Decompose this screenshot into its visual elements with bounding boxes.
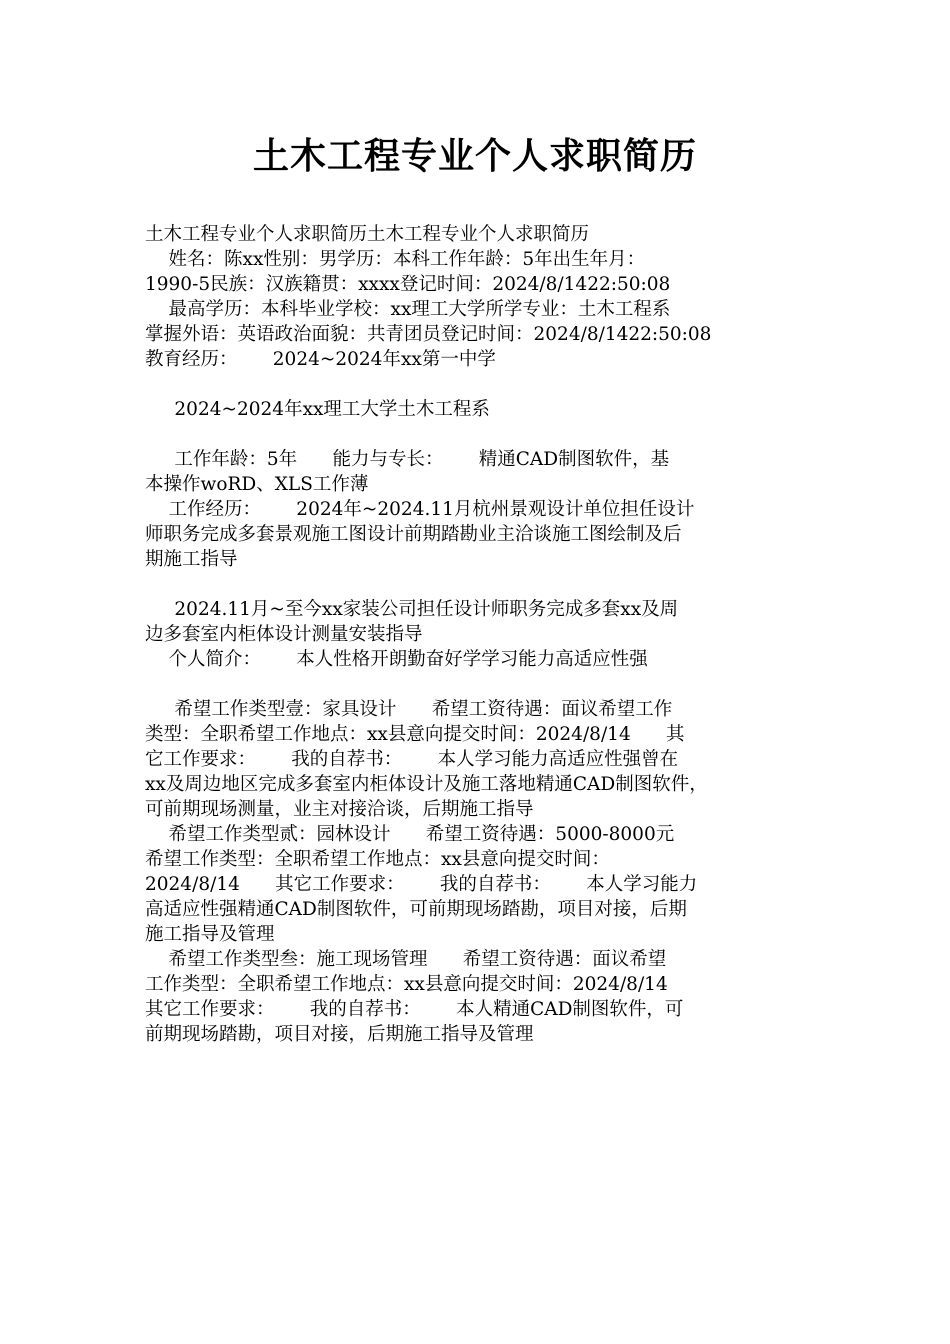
blank-line bbox=[145, 422, 810, 447]
text-line: 希望工作类型：全职希望工作地点：xx县意向提交时间： bbox=[145, 849, 610, 870]
text-line: 它工作要求： 我的自荐书： 本人学习能力高适应性强曾在 bbox=[145, 749, 679, 770]
text-line: 师职务完成多套景观施工图设计前期踏勘业主洽谈施工图绘制及后 bbox=[145, 524, 682, 545]
text-line: 希望工作类型壹：家具设计 希望工资待遇：面议希望工作 bbox=[145, 699, 673, 720]
text-line: 2024.11月~至今xx家装公司担任设计师职务完成多套xx及周 bbox=[145, 599, 679, 620]
text-line: 前期现场踏勘，项目对接，后期施工指导及管理 bbox=[145, 1024, 534, 1045]
text-line: 本操作woRD、XLS工作薄 bbox=[145, 474, 369, 495]
text-line: 可前期现场测量，业主对接洽谈，后期施工指导 bbox=[145, 799, 534, 820]
text-line: 1990-5民族：汉族籍贯：xxxx登记时间：2024/8/1422:50:08 bbox=[145, 274, 671, 295]
text-line: 掌握外语：英语政治面貌：共青团员登记时间：2024/8/1422:50:08 bbox=[145, 324, 712, 345]
document-title: 土木工程专业个人求职简历 bbox=[252, 136, 697, 177]
text-line: 2024/8/14 其它工作要求： 我的自荐书： 本人学习能力 bbox=[145, 874, 698, 895]
blank-line bbox=[145, 672, 810, 697]
text-line: 希望工作类型贰：园林设计 希望工资待遇：5000-8000元 bbox=[145, 824, 675, 845]
text-line: 施工指导及管理 bbox=[145, 924, 275, 945]
text-line: 期施工指导 bbox=[145, 549, 238, 570]
text-line: 教育经历： 2024~2024年xx第一中学 bbox=[145, 349, 496, 370]
text-line: 高适应性强精通CAD制图软件，可前期现场踏勘，项目对接，后期 bbox=[145, 899, 687, 920]
text-line: 工作年龄：5年 能力与专长： 精通CAD制图软件，基 bbox=[145, 449, 670, 470]
text-line: 其它工作要求： 我的自荐书： 本人精通CAD制图软件，可 bbox=[145, 999, 684, 1020]
text-line: xx及周边地区完成多套室内柜体设计及施工落地精通CAD制图软件， bbox=[145, 774, 708, 795]
text-line: 工作类型：全职希望工作地点：xx县意向提交时间：2024/8/14 bbox=[145, 974, 668, 995]
text-line: 希望工作类型叁：施工现场管理 希望工资待遇：面议希望 bbox=[145, 949, 667, 970]
document-body bbox=[145, 222, 810, 1047]
text-line: 最高学历：本科毕业学校：xx理工大学所学专业：土木工程系 bbox=[145, 299, 671, 320]
text-line: 类型：全职希望工作地点：xx县意向提交时间：2024/8/14 其 bbox=[145, 724, 685, 745]
text-line: 土木工程专业个人求职简历土木工程专业个人求职简历 bbox=[145, 224, 590, 245]
blank-line bbox=[145, 372, 810, 397]
blank-line bbox=[145, 572, 810, 597]
text-line: 2024~2024年xx理工大学土木工程系 bbox=[145, 399, 490, 420]
text-line: 个人简介： 本人性格开朗勤奋好学学习能力高适应性强 bbox=[145, 649, 648, 670]
text-line: 边多套室内柜体设计测量安装指导 bbox=[145, 624, 423, 645]
text-line: 工作经历： 2024年~2024.11月杭州景观设计单位担任设计 bbox=[145, 499, 695, 520]
text-line: 姓名：陈xx性别：男学历：本科工作年龄：5年出生年月： bbox=[145, 249, 646, 270]
